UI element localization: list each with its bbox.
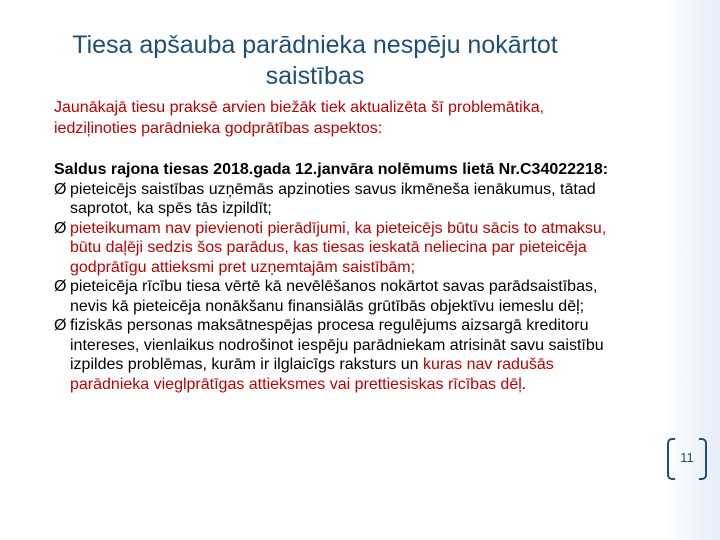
bullet-text: pieteikumam nav pievienoti pierādījumi, ka pieteicējs būtu sācis to atmaksu, būtu daļēji sedzis šos parādus, kas tiesas ieskatā neliecina par pieteicēja godprātīgu attieksmi pret uzņemtajām saistībām; xyxy=(70,219,607,276)
bullet-text: fiziskās personas maksātnespējas procesa regulējums aizsargā kreditoru intereses, vienlaikus nodrošinot iespēju parādniekam atrisināt savu saistību izpildes problēmas, kurām ir ilglaicīgs raksturs un xyxy=(70,317,604,373)
page-number-badge xyxy=(667,438,707,478)
intro-text: Jaunākajā tiesu praksē arvien biežāk tiek aktualizēta šī problemātika, iedziļinoties parādnieka godprātības aspektos: xyxy=(54,99,545,137)
bullet-text: pieteicēja rīcību tiesa vērtē kā nevēlēšanos nokārtot savas parādsaistības, nevis kā pieteicēja nonākšanu finansiālās grūtībās objektīvu iemeslu dēļ; xyxy=(70,278,598,315)
left-bracket-icon xyxy=(667,438,675,480)
right-bracket-icon xyxy=(699,438,707,480)
slide-title: Tiesa apšauba parādnieka nespēju nokārtot saistības xyxy=(72,31,558,90)
bullet-item xyxy=(54,277,614,316)
bullet-text: pieteicējs saistības uzņēmās apzinoties savus ikmēneša ienākumus, tātad saprotot, ka spēs tās izpildīt; xyxy=(70,180,596,217)
bullet-text-highlight: kuras nav radušās parādnieka vieglprātīgas attieksmes vai prettiesiskas rīcības dēļ xyxy=(70,356,554,393)
bullet-item xyxy=(54,219,614,278)
bullet-text-end: . xyxy=(521,375,527,393)
arrow-bullet-icon: Ø xyxy=(54,219,67,237)
page-number: 11 xyxy=(680,450,694,465)
case-heading: Saldus rajona tiesas 2018.gada 12.janvāra nolēmums lietā Nr.C34022218: xyxy=(54,161,609,178)
arrow-bullet-icon: Ø xyxy=(54,180,67,198)
arrow-bullet-icon: Ø xyxy=(54,278,67,295)
bullet-item xyxy=(54,316,614,394)
bullet-item xyxy=(54,180,614,219)
slide-body xyxy=(54,160,614,394)
arrow-bullet-icon: Ø xyxy=(54,317,67,334)
